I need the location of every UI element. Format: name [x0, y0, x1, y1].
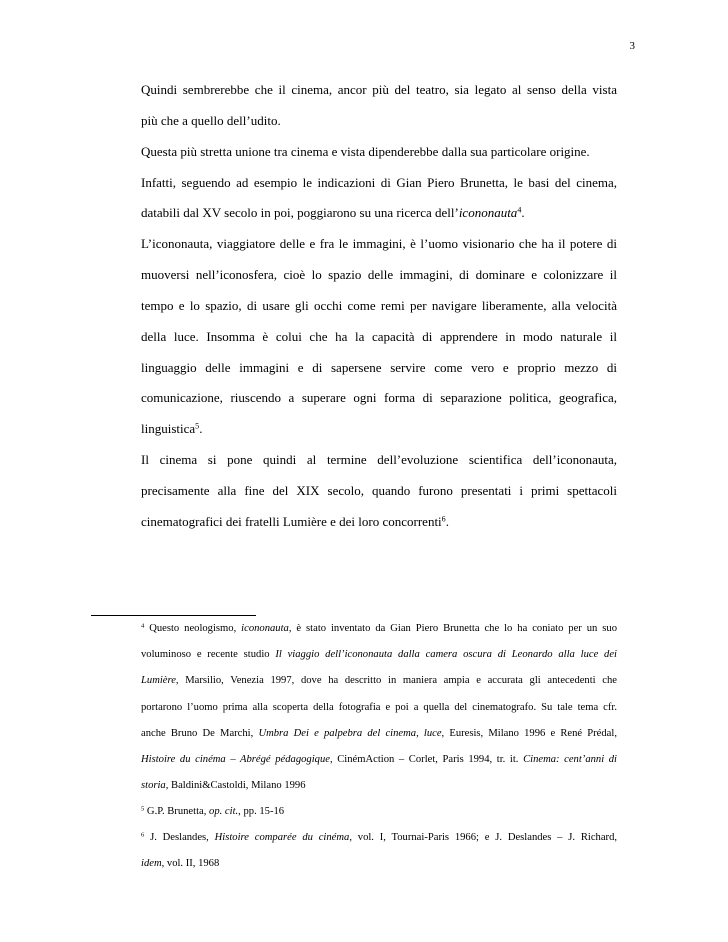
body-line: Questa più stretta unione tra cinema e vista dipenderebbe dalla sua particolare origine. — [141, 144, 590, 159]
footnote-line: anche Bruno De Marchi, Umbra Dei e palpebra del cinema, luce, Euresis, Milano 1996 e René Prédal, — [141, 728, 617, 739]
page-number: 3 — [629, 40, 635, 52]
body-line: Il cinema si pone quindi al termine dell’evoluzione scientifica dell’icononauta, — [141, 452, 617, 467]
footnote-line: Lumière, Marsilio, Venezia 1997, dove ha descritto in maniera ampia e accurata gli antecedenti che — [141, 675, 617, 686]
footnote-ref: 4 — [517, 205, 522, 215]
footnote-line: voluminoso e recente studio Il viaggio dell’icononauta dalla camera oscura di Leonardo alla luce dei — [141, 649, 617, 660]
body-line: Quindi sembrerebbe che il cinema, ancor più del teatro, sia legato al senso della vista — [141, 82, 617, 97]
body-line: comunicazione, riuscendo a superare ogni forma di separazione politica, geografica, — [141, 390, 617, 405]
footnote-line: idem, vol. II, 1968 — [141, 858, 220, 869]
footnote-line: storia, Baldini&Castoldi, Milano 1996 — [141, 780, 306, 791]
body-line: muoversi nell’iconosfera, cioè lo spazio delle immagini, di dominare e colonizzare il — [141, 267, 617, 282]
body-line: linguistica$^5$. — [141, 421, 203, 436]
body-line: linguaggio delle immagini e di sapersene servire come vero e proprio mezzo di — [141, 360, 617, 375]
body-line: cinematografici dei fratelli Lumière e dei loro concorrenti$^6$. — [141, 514, 449, 529]
footnote-line: portarono l’uomo prima alla scoperta della fotografia e poi a quella del cinematografo. Su tale tema cfr. — [141, 702, 617, 713]
body-line: della luce. Insomma è colui che ha la capacità di apprendere in modo naturale il — [141, 329, 617, 344]
footnote-line: $^6$ J. Deslandes, Histoire comparée du cinéma, vol. I, Tournai-Paris 1966; e J. Deslandes – J. Richard, — [141, 831, 618, 843]
body-line: più che a quello dell’udito. — [141, 113, 281, 128]
footnote-line: $^4$ Questo neologismo, icononauta, è stato inventato da Gian Piero Brunetta che lo ha coniato per un suo — [141, 622, 618, 634]
body-line: Infatti, seguendo ad esempio le indicazioni di Gian Piero Brunetta, le basi del cinema, — [141, 175, 617, 190]
body-line: tempo e lo spazio, di usare gli occhi come remi per navigare liberamente, alla velocità — [141, 298, 617, 313]
body-line: precisamente alla fine del XIX secolo, quando furono presentati i primi spettacoli — [141, 483, 617, 498]
footnote-separator — [91, 615, 256, 616]
body-line: databili dal XV secolo in poi, poggiarono su una ricerca dell’icononauta$^4$. — [141, 205, 525, 220]
footnote-ref: 6 — [441, 514, 446, 524]
footnote-line: $^5$ G.P. Brunetta, op. cit., pp. 15-16 — [141, 805, 285, 817]
body-line: L’icononauta, viaggiatore delle e fra le immagini, è l’uomo visionario che ha il potere di — [141, 236, 617, 251]
footnote-line: Histoire du cinéma – Abrégé pédagogique, CinémAction – Corlet, Paris 1994, tr. it. Cinema: cent’anni di — [141, 754, 618, 765]
footnote-ref: 5 — [195, 421, 200, 431]
